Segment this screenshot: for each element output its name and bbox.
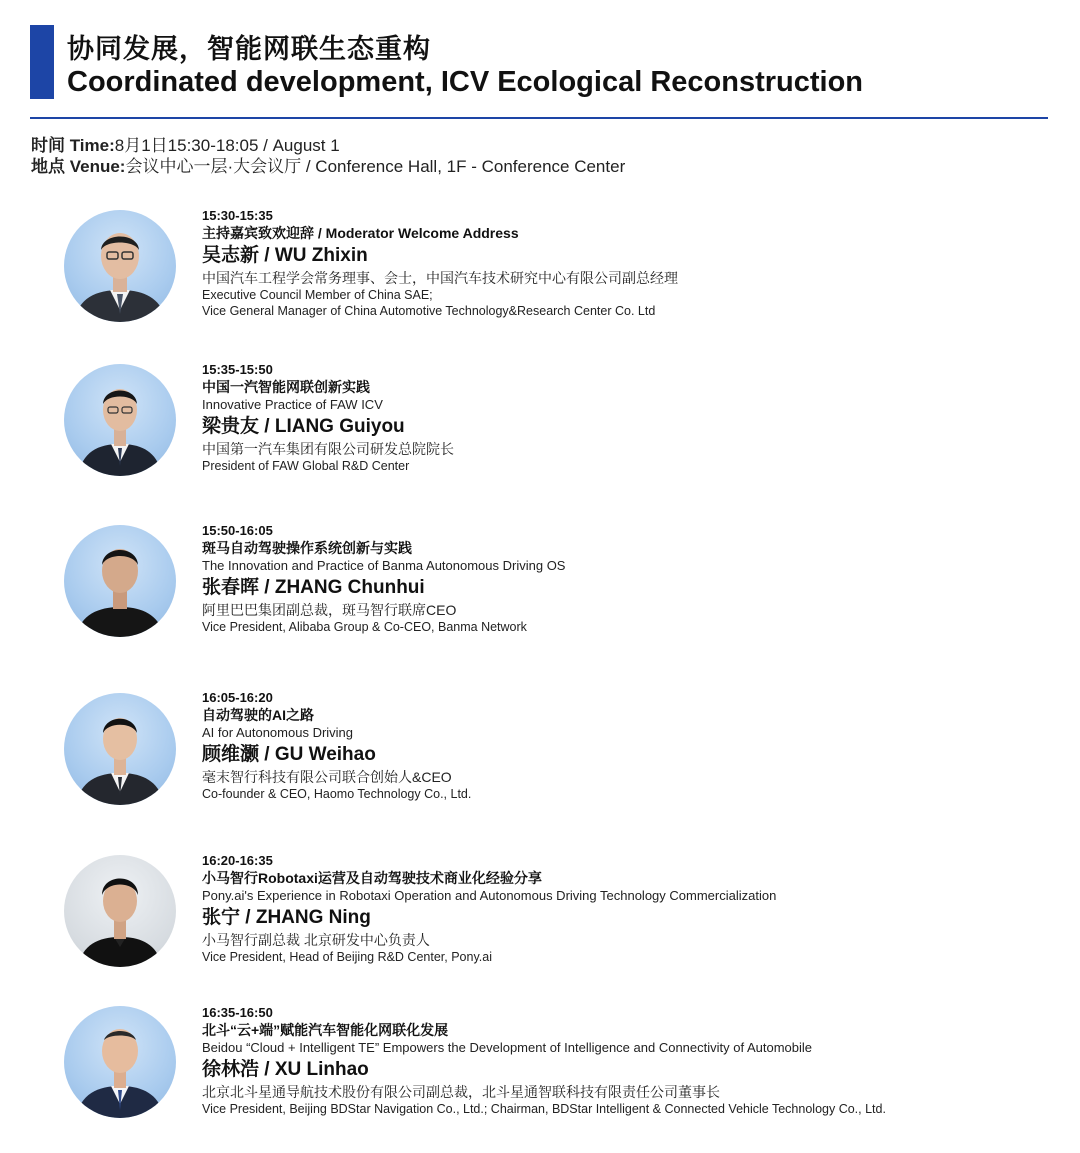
speaker-name: 张宁 / ZHANG Ning: [202, 907, 371, 928]
entry-info: [202, 853, 776, 965]
speaker-role-en: Vice President, Beijing BDStar Navigation Co., Ltd.; Chairman, BDStar Intelligent & Connected Vehicle Technology Co., Ltd.: [202, 1102, 886, 1116]
speaker-name: 梁贵友 / LIANG Guiyou: [202, 416, 405, 437]
entry-topic-en: The Innovation and Practice of Banma Autonomous Driving OS: [202, 558, 566, 573]
speaker-photo: [64, 210, 176, 322]
entry-time: 16:35-16:50: [202, 1005, 273, 1020]
entry-info: [202, 362, 454, 474]
session-venue: [31, 152, 625, 177]
entry-time: 16:20-16:35: [202, 853, 273, 868]
entry-time: 15:30-15:35: [202, 208, 273, 223]
speaker-role-cn: 中国汽车工程学会常务理事、会士，中国汽车技术研究中心有限公司副总经理: [202, 270, 678, 286]
speaker-role-cn: 毫末智行科技有限公司联合创始人&CEO: [202, 769, 452, 785]
page-title-en: Coordinated development, ICV Ecological Reconstruction: [67, 66, 863, 98]
entry-time: 16:05-16:20: [202, 690, 273, 705]
entry-info: [202, 208, 678, 319]
entry-time: 15:50-16:05: [202, 523, 273, 538]
entry-time: 15:35-15:50: [202, 362, 273, 377]
entry-topic-cn: 自动驾驶的AI之路: [202, 707, 314, 723]
speaker-role-en-2: Vice General Manager of China Automotive Technology&Research Center Co. Ltd: [202, 304, 656, 318]
entry-topic-en: Beidou “Cloud + Intelligent TE” Empowers the Development of Intelligence and Connectivity of Automobile: [202, 1040, 813, 1055]
speaker-role-en: Vice President, Head of Beijing R&D Center, Pony.ai: [202, 950, 492, 964]
entry-info: [202, 690, 471, 802]
speaker-photo: [64, 364, 176, 476]
entry-topic-en: Pony.ai's Experience in Robotaxi Operation and Autonomous Driving Technology Commercialization: [202, 888, 777, 903]
page-title-cn: 协同发展，智能网联生态重构: [67, 34, 431, 64]
title-accent-bar: [30, 25, 54, 99]
time-value: 8月1日15:30-18:05 / August 1: [114, 136, 340, 155]
speaker-role-en: Executive Council Member of China SAE;: [202, 288, 433, 302]
speaker-role-en: Vice President, Alibaba Group & Co-CEO, Banma Network: [202, 620, 527, 634]
speaker-role-en: President of FAW Global R&D Center: [202, 459, 410, 473]
venue-label: 地点 Venue:: [31, 157, 126, 176]
entry-topic-en: Innovative Practice of FAW ICV: [202, 397, 383, 412]
venue-value: 会议中心一层·大会议厅 / Conference Hall, 1F - Conference Center: [125, 157, 626, 176]
entry-topic-en: AI for Autonomous Driving: [202, 725, 354, 740]
speaker-role-cn: 中国第一汽车集团有限公司研发总院院长: [202, 441, 454, 457]
entry-topic-cn: 小马智行Robotaxi运营及自动驾驶技术商业化经验分享: [202, 870, 542, 886]
header-divider: [30, 117, 1048, 119]
speaker-role-cn: 北京北斗星通导航技术股份有限公司副总裁，北斗星通智联科技有限责任公司董事长: [202, 1084, 720, 1100]
entry-info: [202, 1005, 886, 1117]
speaker-photo: [64, 693, 176, 805]
entry-topic-cn: 斑马自动驾驶操作系统创新与实践: [202, 540, 412, 556]
entry-topic-cn: 北斗“云+端”赋能汽车智能化网联化发展: [202, 1022, 449, 1038]
entry-topic-cn: 主持嘉宾致欢迎辞 / Moderator Welcome Address: [202, 225, 519, 241]
speaker-name: 徐林浩 / XU Linhao: [202, 1059, 369, 1080]
speaker-name: 张春晖 / ZHANG Chunhui: [202, 577, 425, 598]
speaker-photo: [64, 1006, 176, 1118]
entry-info: [202, 523, 565, 635]
speaker-photo: [64, 525, 176, 637]
speaker-role-cn: 小马智行副总裁 北京研发中心负责人: [202, 932, 430, 948]
entry-topic-cn: 中国一汽智能网联创新实践: [202, 379, 370, 395]
speaker-photo: [64, 855, 176, 967]
speaker-name: 吴志新 / WU Zhixin: [202, 245, 368, 266]
speaker-role-cn: 阿里巴巴集团副总裁，斑马智行联席CEO: [202, 602, 457, 618]
time-label: 时间 Time:: [31, 136, 115, 155]
speaker-role-en: Co-founder & CEO, Haomo Technology Co., Ltd.: [202, 787, 472, 801]
speaker-name: 顾维灏 / GU Weihao: [202, 744, 376, 765]
